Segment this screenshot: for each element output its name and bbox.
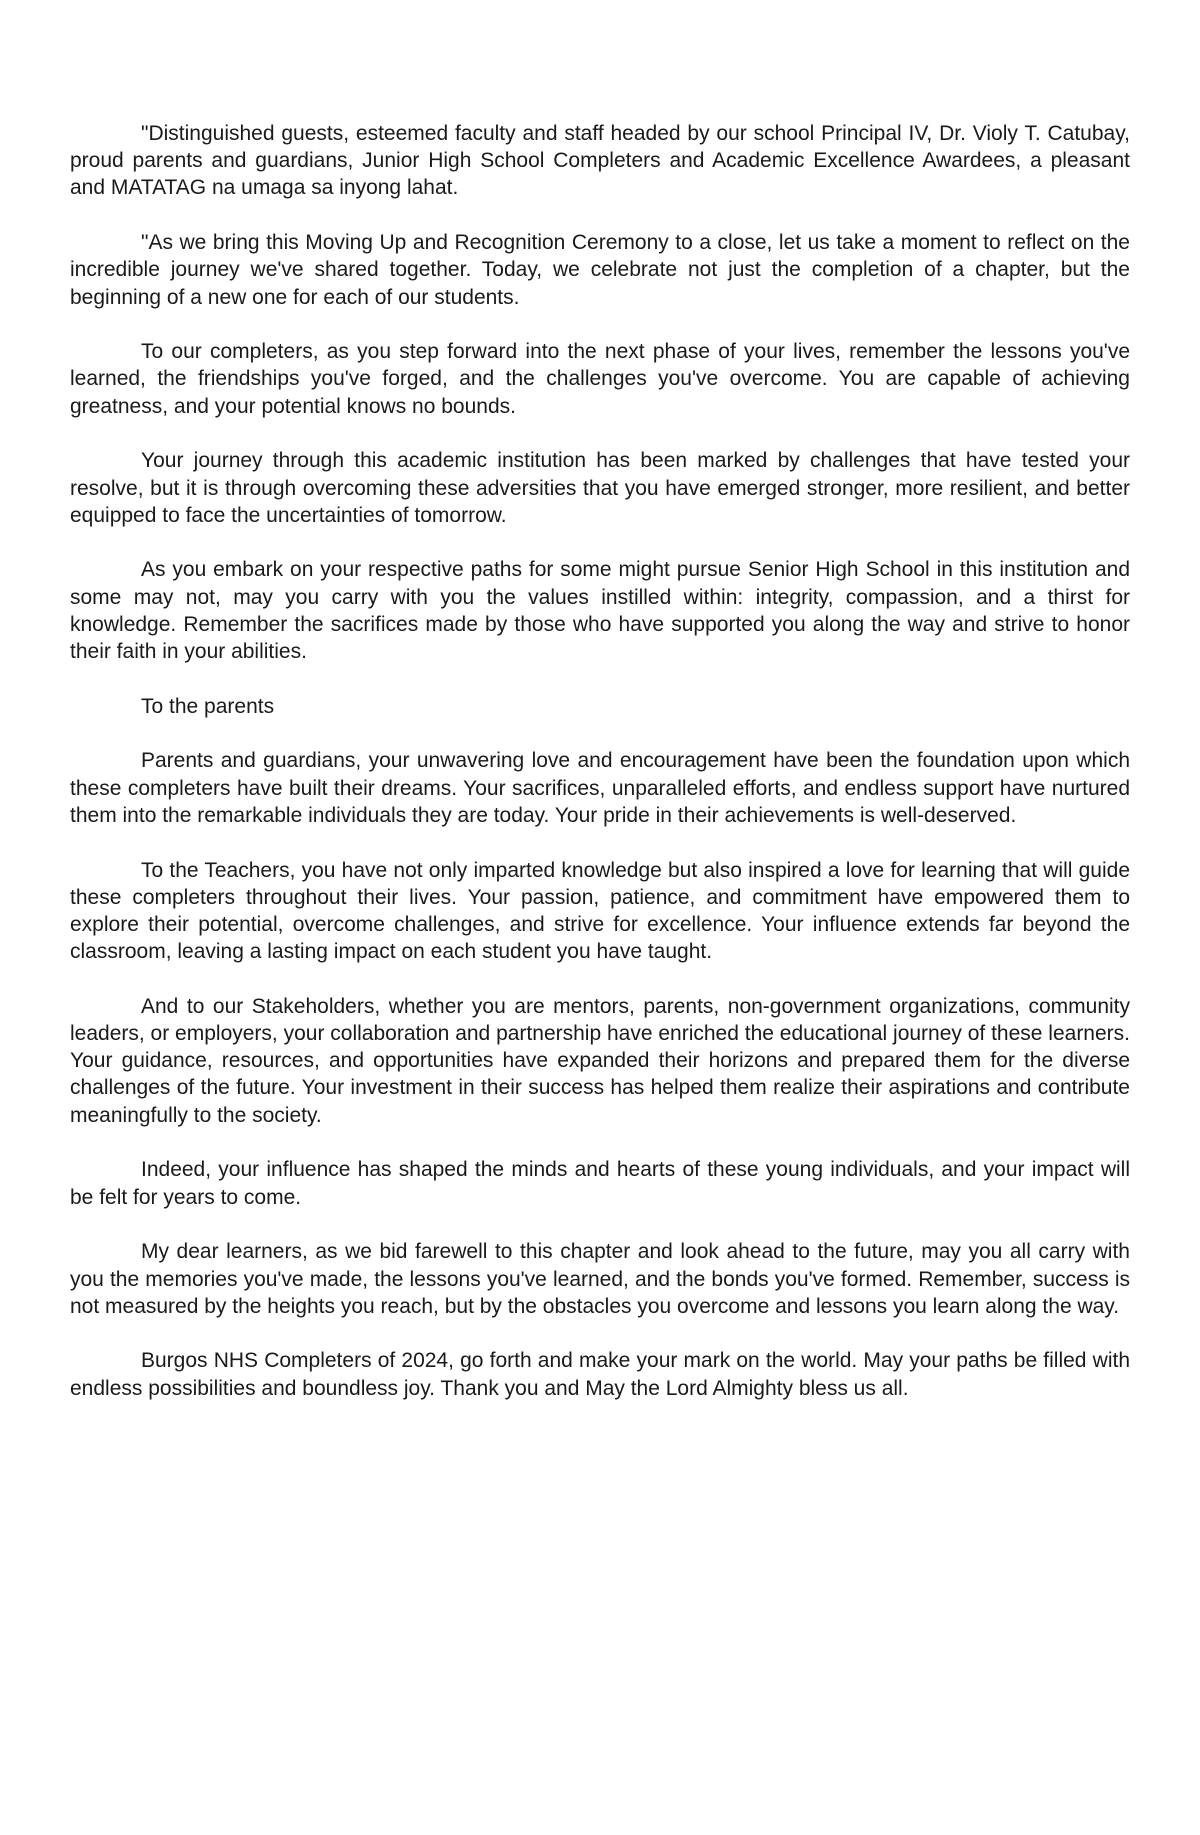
paragraph-stakeholders: And to our Stakeholders, whether you are mentors, parents, non-government organizations, community leaders, or employers, your collaboration and partnership have enriched the educational journey of these learners. Your guidance, resources, and opportunities have expanded their horizons and prepared them for the diverse challenges of the future. Your investment in their success has helped them realize their aspirations and contribute meaningfully to the society.	[70, 994, 1130, 1127]
paragraph-teachers: To the Teachers, you have not only imparted knowledge but also inspired a love for learning that will guide these completers throughout their lives. Your passion, patience, and commitment have empowered them to explore their potential, overcome challenges, and strive for excellence. Your influence extends far beyond the classroom, leaving a lasting impact on each student you have taught.	[70, 858, 1130, 964]
paragraph-influence: Indeed, your influence has shaped the minds and hearts of these young individuals, and your impact will be felt for years to come.	[70, 1158, 1130, 1209]
paragraph-greeting: "Distinguished guests, esteemed faculty and staff headed by our school Principal IV, Dr. Violy T. Catubay, proud parents and guardians, Junior High School Completers and Academic Excellence Awardees, a pleasant and MATATAG na umaga sa inyong lahat.	[70, 122, 1130, 200]
paragraph-dear-learners: My dear learners, as we bid farewell to this chapter and look ahead to the future, may you all carry with you the memories you've made, the lessons you've learned, and the bonds you've formed. Remember, success is not measured by the heights you reach, but by the obstacles you overcome and lessons you learn along the way.	[70, 1240, 1130, 1318]
speech-document	[70, 120, 1130, 1402]
paragraph-parents: Parents and guardians, your unwavering love and encouragement have been the foundation upon which these completers have built their dreams. Your sacrifices, unparalleled efforts, and endless support have nurtured them into the remarkable individuals they are today. Your pride in their achievements is well-deserved.	[70, 749, 1130, 827]
paragraph-paths: As you embark on your respective paths for some might pursue Senior High School in this institution and some may not, may you carry with you the values instilled within: integrity, compassion, and a thirst for knowledge. Remember the sacrifices made by those who have supported you along the way and strive to honor their faith in your abilities.	[70, 558, 1130, 664]
paragraph-final-blessing: Burgos NHS Completers of 2024, go forth and make your mark on the world. May your paths be filled with endless possibilities and boundless joy. Thank you and May the Lord Almighty bless us all.	[70, 1349, 1130, 1400]
paragraph-to-completers: To our completers, as you step forward into the next phase of your lives, remember the lessons you've learned, the friendships you've forged, and the challenges you've overcome. You are capable of achieving greatness, and your potential knows no bounds.	[70, 340, 1130, 418]
paragraph-journey: Your journey through this academic institution has been marked by challenges that have tested your resolve, but it is through overcoming these adversities that you have emerged stronger, more resilient, and better equipped to face the uncertainties of tomorrow.	[70, 449, 1130, 527]
paragraph-closing-intro: "As we bring this Moving Up and Recognition Ceremony to a close, let us take a moment to reflect on the incredible journey we've shared together. Today, we celebrate not just the completion of a chapter, but the beginning of a new one for each of our students.	[70, 231, 1130, 309]
paragraph-to-parents-heading: To the parents	[141, 694, 275, 718]
